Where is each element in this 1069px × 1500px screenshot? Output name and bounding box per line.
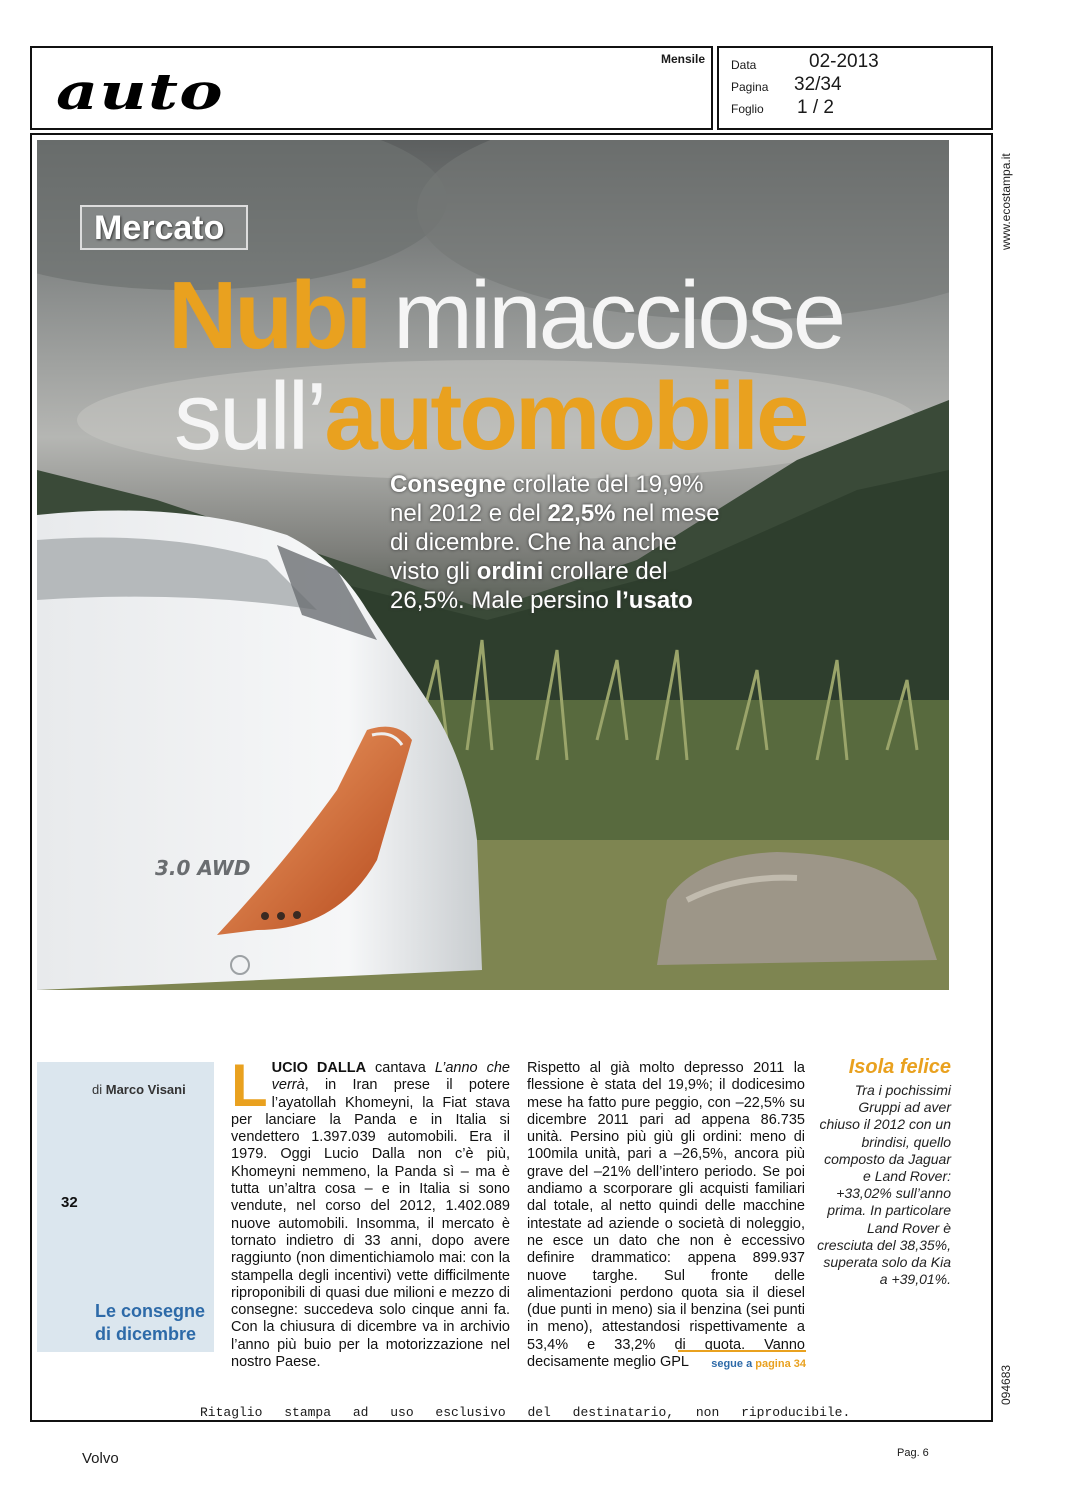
- box-text: Tra i pochissimi Gruppi ad aver chiuso il 2012 con un brindisi, quello composto da Jaguar e Land Rover: +33,02% sull’anno prima. In particolare Land Rover è cresciuta del 38,35%, superata solo da Kia a +39,01%.: [817, 1082, 951, 1288]
- subheadline-line: 26,5%. Male persino l’usato: [390, 587, 693, 614]
- client-name: Volvo: [82, 1450, 119, 1467]
- metadata-box: [717, 46, 993, 130]
- lead-bold: UCIO DALLA: [271, 1060, 367, 1076]
- meta-label-pagina: Pagina: [731, 80, 769, 94]
- continued-note[interactable]: segue a pagina 34: [678, 1350, 806, 1370]
- byline: [92, 1082, 192, 1097]
- subheadline-line: visto gli ordini crollare del: [390, 558, 668, 585]
- meta-label-data: Data: [731, 58, 757, 72]
- meta-label-foglio: Foglio: [731, 102, 764, 116]
- meta-value-foglio: 1 / 2: [797, 97, 834, 118]
- song-title: L’anno che verrà: [271, 1060, 510, 1094]
- column-1-text: , in Iran prese il potere l’ayatollah Khomeyni, la Fiat stava per lanciare la Panda e in Italia si vendettero 1.397.039 automobili. Era il 1979. Oggi Lucio Dalla non c’è più, Khomeyni nemmeno, la Panda sì – ma è tutta un’altra cosa – e in Italia si sono vendute, nel corso del 2012, 1.402.089 nuove automobili. Insomma, il mercato è tornato indietro di 33 anni, dopo avere raggiunto (non dimentichiamolo mai: con la stampella degli incentivi) vette difficilmente riproponibili di quasi due milioni e mezzo di consegne: succedeva solo cinque anni fa. Con la chiusura di dicembre va in archivio l’anno più buio per la motorizzazione nel nostro Paese.: [231, 1077, 510, 1371]
- meta-value-data: 02-2013: [809, 51, 879, 72]
- drop-cap: L: [231, 1052, 268, 1119]
- magazine-logo: auto: [56, 62, 224, 121]
- subheadline-line: nel 2012 e del 22,5% nel mese: [390, 500, 720, 527]
- headline-line-2: [174, 363, 807, 470]
- headline-line-1: [168, 262, 844, 369]
- clipping-disclaimer: Ritaglio stampa ad uso esclusivo del destinatario, non riproducibile.: [200, 1405, 851, 1420]
- document-page: Pag. 6: [897, 1447, 929, 1459]
- subheadline: [390, 470, 770, 615]
- car-badge: 3.0 AWD: [155, 856, 251, 880]
- meta-value-pagina: 32/34: [794, 74, 842, 95]
- sidebar-label: Le consegne di dicembre: [95, 1301, 206, 1344]
- headline-word-minacciose: minacciose: [369, 262, 844, 369]
- article-column-1: LUCIO DALLA cantava L’anno che verrà, in Iran prese il potere l’ayatollah Khomeyni, la Fiat stava per lanciare la Panda e in Italia si vendettero 1.397.039 automobili. Era il 1979. Oggi Lucio Dalla non c’è più, Khomeyni nemmeno, la Panda sì – ma è tutta un’altra cosa – e in Italia si sono vendute, nel corso del 2012, 1.402.089 nuove automobili. Insomma, il mercato è tornato indietro di 33 anni, dopo avere raggiunto (non dimentichiamolo mai: con la stampella degli incentivi) vette difficilmente riproponibili di quasi due milioni e mezzo di consegne: succedeva solo cinque anni fa. Con la chiusura di dicembre va in archivio l’anno più buio per la motorizzazione nel nostro Paese.: [231, 1052, 510, 1371]
- headline-word-sull: sull’: [174, 363, 325, 470]
- section-label: Mercato: [94, 209, 225, 247]
- headline-word-automobile: automobile: [324, 363, 807, 470]
- subheadline-line: di dicembre. Che ha anche: [390, 529, 677, 556]
- clipping-code: 094683: [999, 1364, 1013, 1405]
- headline-word-nubi: Nubi: [168, 262, 370, 369]
- box-title: Isola felice: [848, 1056, 951, 1078]
- page-number: 32: [61, 1194, 78, 1211]
- section-box: [80, 205, 248, 250]
- publication-period: Mensile: [660, 52, 705, 66]
- sidebar-column: [37, 1062, 214, 1352]
- article-column-2: Rispetto al già molto depresso 2011 la flessione è stata del 19,9%; il dodicesimo mese ha fatto pure peggio, con –22,5% su dicembre 2011 pari ad appena 86.735 unità. Persino più giù gli ordini: meno di 100mila unità, pari a –26,5%, ancora più grave del –21% dell’intero periodo. Se poi andiamo a scorporare gli acquisti familiari dal totale, al netto quindi delle macchine intestate ad aziende o società di noleggio, ne esce un dato che non è eccessivo definire drammatico: appena 899.937 nuove targhe. Sul fronte delle alimentazioni perdono quota sia il diesel (due punti in meno) sia il benzina (sei punti in meno), attestandosi rispettivamente a 53,4% e 33,2% di quota. Vanno decisamente meglio GPL: [527, 1060, 805, 1371]
- author-name: Marco Visani: [105, 1082, 186, 1097]
- source-url: www.ecostampa.it: [999, 153, 1013, 250]
- subheadline-line: Consegne crollate del 19,9%: [390, 471, 704, 498]
- continued-page[interactable]: pagina 34: [755, 1358, 806, 1370]
- byline-prefix: di: [92, 1082, 103, 1097]
- masthead-box: [30, 46, 713, 130]
